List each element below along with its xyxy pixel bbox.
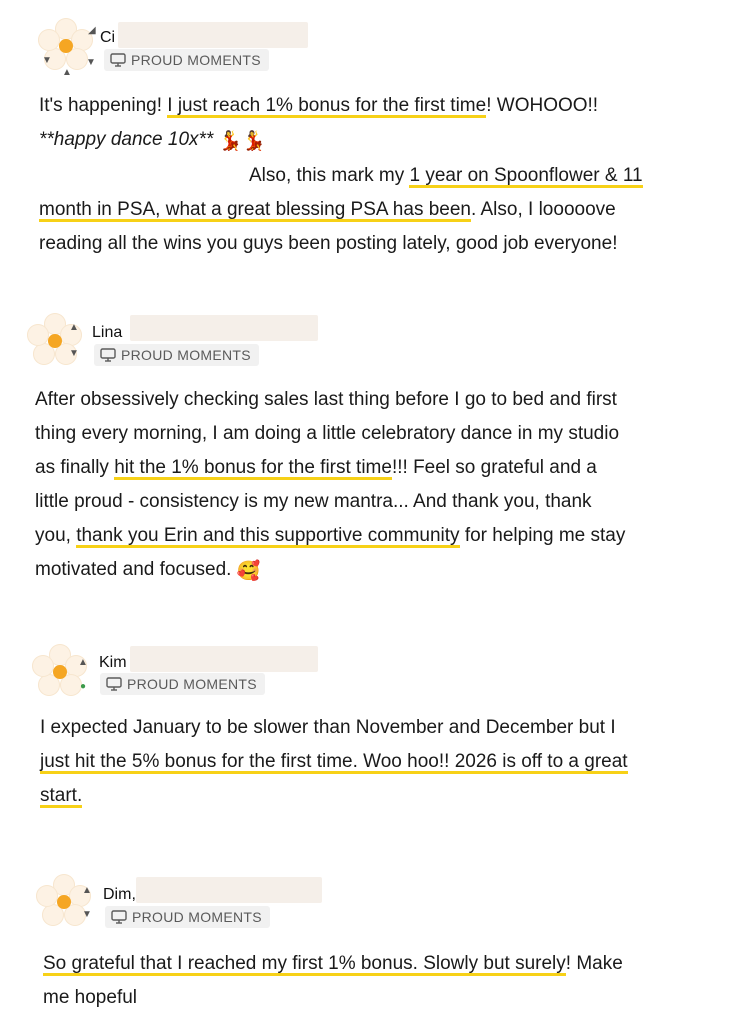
- line: Also, this mark my 1 year on Spoonflower & 11: [249, 165, 643, 186]
- line: It's happening! I just reach 1% bonus for the first time! WOHOOO!!: [39, 95, 599, 116]
- flower-avatar-icon[interactable]: ◢ ▼ ▲ ▼: [28, 14, 104, 78]
- line: motivated and focused. 🥰: [35, 553, 625, 589]
- author-name[interactable]: Kim: [99, 654, 127, 671]
- line: just hit the 5% bonus for the first time. Woo hoo!! 2026 is off to a great: [40, 751, 628, 772]
- line: So grateful that I reached my first 1% bonus. Slowly but surely! Make: [43, 953, 623, 974]
- badge-label: PROUD MOMENTS: [127, 676, 257, 692]
- line: After obsessively checking sales last thing before I go to bed and first: [35, 389, 617, 410]
- category-badge[interactable]: [105, 906, 270, 928]
- redacted-name: [130, 646, 318, 672]
- line: me hopeful: [43, 987, 138, 1008]
- smiling-hearts-emoji-icon: 🥰: [236, 561, 261, 582]
- badge-label: PROUD MOMENTS: [132, 909, 262, 925]
- line: little proud - consistency is my new mantra... And thank you, thank: [35, 491, 592, 512]
- line: month in PSA, what a great blessing PSA has been. Also, I looooove: [39, 199, 616, 220]
- line: thing every morning, I am doing a little celebratory dance in my studio: [35, 423, 620, 444]
- redacted-name: [130, 315, 318, 341]
- monitor-icon: [100, 348, 116, 362]
- line: **happy dance 10x** 💃💃: [39, 123, 643, 159]
- author-name[interactable]: Dim,: [103, 886, 136, 903]
- line: I expected January to be slower than November and December but I: [40, 717, 616, 738]
- dancing-emoji-icon: 💃💃: [218, 131, 266, 152]
- flower-avatar-icon[interactable]: ▲ ●: [22, 640, 98, 704]
- monitor-icon: [106, 677, 122, 691]
- author-name[interactable]: Ci: [100, 29, 116, 46]
- monitor-icon: [111, 910, 127, 924]
- redacted-name: [118, 22, 308, 48]
- post-body: [40, 711, 628, 813]
- author-name[interactable]: Lina: [92, 324, 123, 341]
- category-badge[interactable]: [94, 344, 259, 366]
- category-badge[interactable]: [104, 49, 269, 71]
- redacted-name: [136, 877, 322, 903]
- line: as finally hit the 1% bonus for the first time!!! Feel so grateful and a: [35, 457, 597, 478]
- post-body: [43, 947, 623, 1015]
- category-badge[interactable]: [100, 673, 265, 695]
- badge-label: PROUD MOMENTS: [121, 347, 251, 363]
- monitor-icon: [110, 53, 126, 67]
- badge-label: PROUD MOMENTS: [131, 52, 261, 68]
- line: start.: [40, 785, 83, 806]
- line: reading all the wins you guys been posting lately, good job everyone!: [39, 233, 618, 254]
- flower-avatar-icon[interactable]: ▲ ▼: [17, 309, 93, 373]
- post-body: [35, 383, 625, 589]
- line: you, thank you Erin and this supportive community for helping me stay: [35, 525, 626, 546]
- post-body: [39, 89, 643, 261]
- flower-avatar-icon[interactable]: ▲ ▼: [26, 870, 102, 934]
